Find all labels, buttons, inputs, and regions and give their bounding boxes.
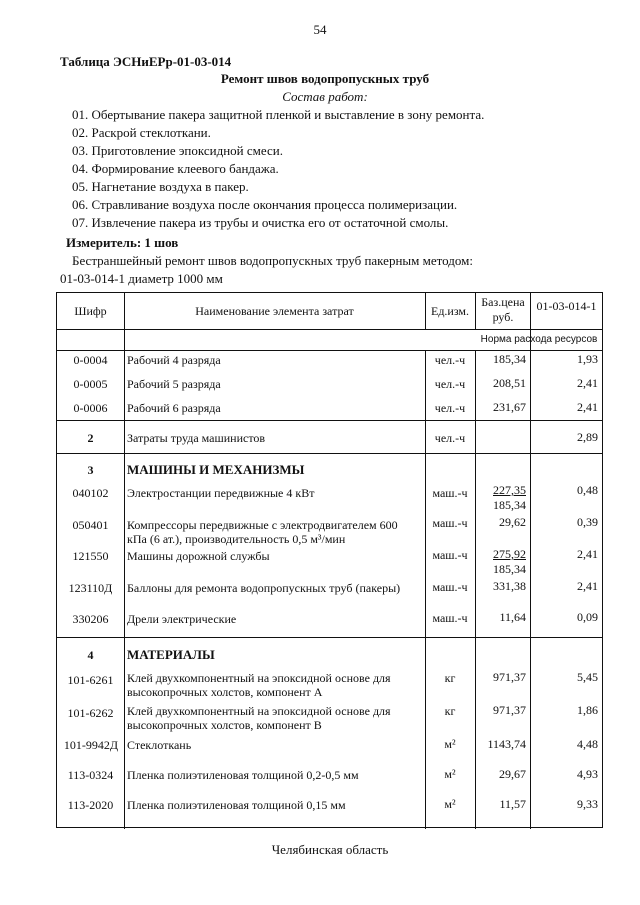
header-price: Баз.цена [481,295,525,309]
row-price: 231,67 [493,400,526,414]
subtitle: Ремонт швов водопропускных труб [220,71,430,86]
row-norm: 2,41 [577,376,598,390]
row-name: Клей двухкомпонентный на эпоксидной основе для [127,704,391,718]
row-divider [57,637,602,638]
row-divider [57,350,602,351]
header-norm: 01-03-014-1 [536,299,597,313]
row-unit: маш.-ч [432,486,468,500]
header-unit: Ед.изм. [430,304,470,318]
row-price: 1143,74 [487,737,526,751]
row-name: Клей двухкомпонентный на эпоксидной основе для [127,671,391,685]
row-price-secondary: 185,34 [493,562,526,576]
row-name: Компрессоры передвижные с электродвигателем 600 [127,518,398,532]
row-code: 121550 [72,549,109,563]
row-unit: чел.-ч [434,431,466,445]
row-code: 0-0006 [73,401,108,415]
row-norm: 0,39 [577,515,598,529]
row-norm: 5,45 [577,670,598,684]
row-unit: чел.-ч [434,377,466,391]
row-unit: м² [444,797,456,811]
row-name: Рабочий 6 разряда [127,401,221,415]
section-title: МАТЕРИАЛЫ [127,647,215,662]
row-name: Стеклоткань [127,738,192,752]
row-divider [57,329,602,330]
row-code: 330206 [72,612,109,626]
row-unit: маш.-ч [432,580,468,594]
work-step: 03. Приготовление эпоксидной смеси. [72,143,283,158]
row-price: 185,34 [493,352,526,366]
row-unit: м² [444,737,456,751]
header-code: Шифр [74,304,107,318]
row-code: 123110Д [68,581,113,595]
work-step: 04. Формирование клеевого бандажа. [72,161,279,176]
row-price: 11,57 [499,797,526,811]
row-name-cont: кПа (6 ат.), производительность 0,5 м³/мин [127,532,346,546]
row-code: 050401 [72,518,109,532]
resource-table [56,292,603,828]
row-code: 101-6261 [67,673,114,687]
norm-subheader: Норма расхода ресурсов [480,334,598,345]
row-name: Рабочий 5 разряда [127,377,221,391]
section-title: МАШИНЫ И МЕХАНИЗМЫ [127,462,305,477]
row-unit: маш.-ч [432,516,468,530]
work-step: 05. Нагнетание воздуха в пакер. [72,179,249,194]
section-number: 4 [87,648,94,662]
row-code: 040102 [72,486,109,500]
row-name: Пленка полиэтиленовая толщиной 0,15 мм [127,798,346,812]
row-name-cont: высокопрочных холстов, компонент А [127,685,323,699]
row-price: 331,38 [493,579,526,593]
work-heading: Состав работ: [282,89,368,104]
row-divider [57,420,602,421]
row-code: 113-0324 [67,768,114,782]
row-norm: 1,86 [577,703,598,717]
row-name: Баллоны для ремонта водопропускных труб (пакеры) [127,581,401,595]
row-price-secondary: 185,34 [493,498,526,512]
row-name: Рабочий 4 разряда [127,353,221,367]
row-unit: маш.-ч [432,548,468,562]
row-code: 0-0005 [73,377,108,391]
page-footer: Челябинская область [271,842,389,857]
row-price: 275,92 [493,547,526,561]
row-code: 101-6262 [67,706,114,720]
work-step: 06. Стравливание воздуха после окончания процесса полимеризации. [72,197,458,212]
row-name: Пленка полиэтиленовая толщиной 0,2-0,5 мм [127,768,359,782]
row-norm: 0,09 [577,610,598,624]
header-name: Наименование элемента затрат [195,304,354,318]
row-code: 101-9942Д [63,738,119,752]
row-name: Затраты труда машинистов [127,431,266,445]
row-name: Дрели электрические [127,612,237,626]
row-price: 29,62 [499,515,526,529]
row-price: 11,64 [499,610,526,624]
row-norm: 4,48 [577,737,598,751]
row-unit: кг [444,704,456,718]
row-name: Машины дорожной службы [127,549,270,563]
row-norm: 1,93 [577,352,598,366]
row-norm: 2,41 [577,547,598,561]
work-step: 02. Раскрой стеклоткани. [72,125,211,140]
row-name: Электростанции передвижные 4 кВт [127,486,315,500]
method-description: Бестраншейный ремонт швов водопропускных труб пакерным методом: [72,253,473,268]
row-unit: чел.-ч [434,353,466,367]
row-price: 29,67 [499,767,526,781]
row-norm: 2,89 [577,430,598,444]
work-step: 07. Извлечение пакера из трубы и очистка его от остаточной смолы. [72,215,449,230]
row-code: 113-2020 [67,798,114,812]
page-number: 54 [313,22,327,37]
row-name-cont: высокопрочных холстов, компонент В [127,718,322,732]
row-unit: кг [444,671,456,685]
row-price: 208,51 [493,376,526,390]
row-price: 227,35 [493,483,526,497]
row-norm: 4,93 [577,767,598,781]
row-code: 0-0004 [73,353,108,367]
table-title: Таблица ЭСНиЕРр-01-03-014 [60,54,232,69]
rate-code-line: 01-03-014-1 диаметр 1000 мм [60,271,223,286]
header-price-unit: руб. [492,310,514,324]
row-unit: маш.-ч [432,611,468,625]
work-step: 01. Обертывание пакера защитной пленкой и выставление в зону ремонта. [72,107,485,122]
row-norm: 0,48 [577,483,598,497]
row-price: 971,37 [493,703,526,717]
row-norm: 9,33 [577,797,598,811]
row-code: 2 [87,431,94,445]
row-unit: чел.-ч [434,401,466,415]
section-number: 3 [87,463,94,477]
row-unit: м² [444,767,456,781]
measure-unit: Измеритель: 1 шов [66,235,179,250]
row-norm: 2,41 [577,400,598,414]
row-divider [57,453,602,454]
row-norm: 2,41 [577,579,598,593]
row-price: 971,37 [493,670,526,684]
